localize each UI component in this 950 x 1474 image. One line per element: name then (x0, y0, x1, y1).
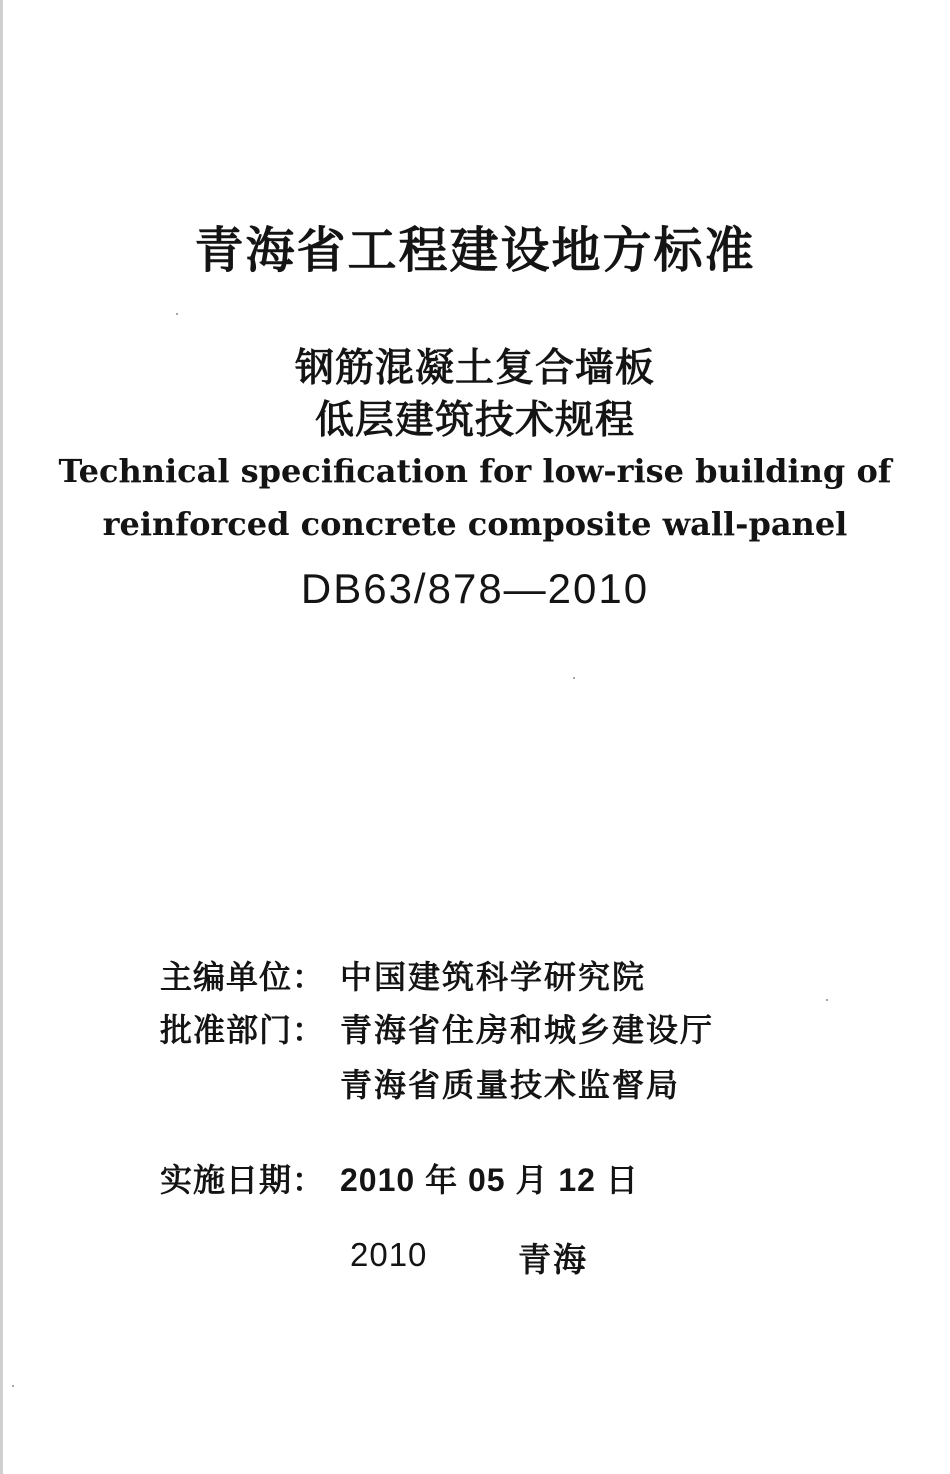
scan-speck (12, 1385, 14, 1387)
footer-place: 青海 (518, 1240, 588, 1279)
approver-value-1: 青海省住房和城乡建设厅 (340, 1011, 715, 1049)
scan-edge (0, 0, 3, 1474)
scan-speck (573, 677, 575, 679)
series-title: 青海省工程建设地方标准 (194, 222, 756, 279)
scan-speck (176, 313, 178, 315)
document-title-en-line1: Technical specification for low-rise building of (58, 452, 892, 490)
effective-date-value: 2010 年 05 月 12 日 (340, 1162, 639, 1198)
document-title-cn-line1: 钢筋混凝土复合墙板 (294, 346, 655, 391)
document-title-en-line2: reinforced concrete composite wall-panel (102, 505, 848, 543)
document-title-cn-line2: 低层建筑技术规程 (314, 398, 635, 443)
standard-number: DB63/878—2010 (300, 565, 650, 612)
editor-value: 中国建筑科学研究院 (340, 958, 647, 996)
footer-year: 2010 (350, 1236, 428, 1273)
effective-date-label: 实施日期： (160, 1161, 326, 1199)
editor-label: 主编单位： (160, 958, 326, 996)
approver-label: 批准部门： (160, 1011, 326, 1049)
scan-speck (826, 999, 828, 1001)
approver-value-2: 青海省质量技术监督局 (340, 1066, 681, 1104)
